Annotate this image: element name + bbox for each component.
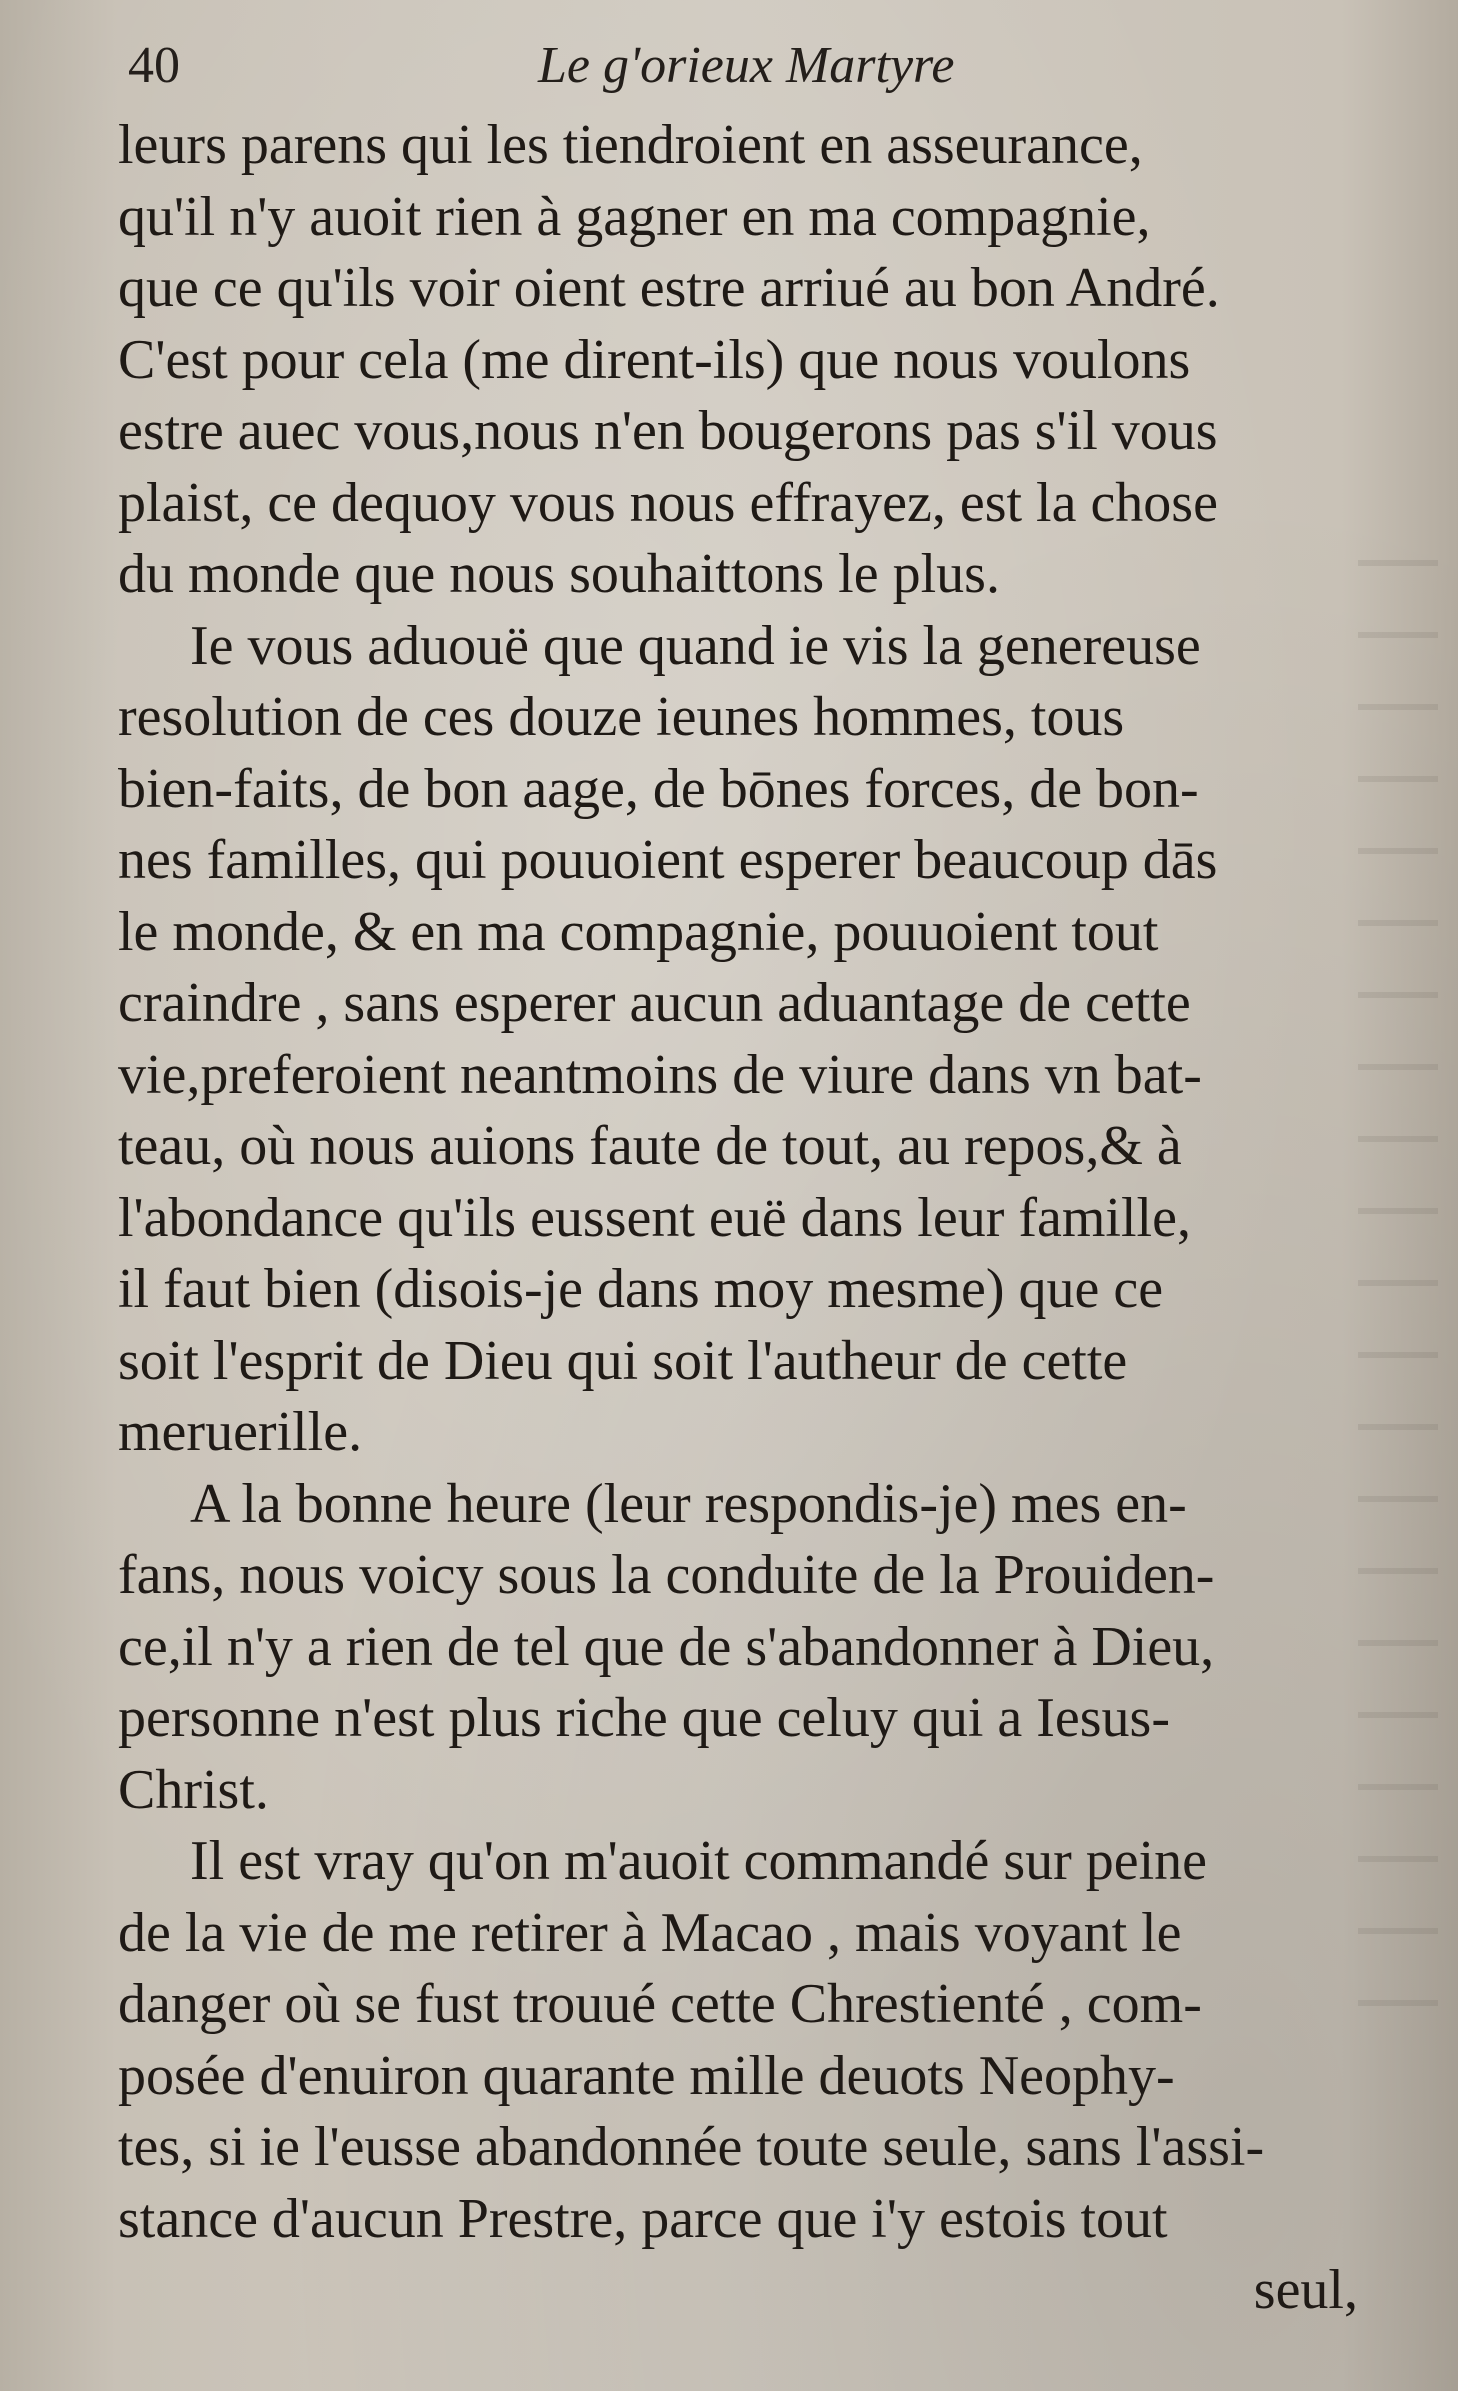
text-line: plaist, ce dequoy vous nous effrayez, est la chose <box>118 471 1218 534</box>
text-line: ce,il n'y a rien de tel que de s'abandonner à Dieu, <box>118 1615 1215 1678</box>
text-line: Christ. <box>118 1758 269 1821</box>
text-line: estre auec vous,nous n'en bougerons pas s'il vous <box>118 400 1218 462</box>
text-line: le monde, & en ma compagnie, pouuoient tout <box>118 900 1159 963</box>
text-line: personne n'est plus riche que celuy qui a Iesus- <box>118 1687 1170 1749</box>
text-line: l'abondance qu'ils eussent euë dans leur famille, <box>118 1186 1191 1249</box>
text-line: que ce qu'ils voir oient estre arriué au bon André. <box>118 257 1220 319</box>
text-line: tes, si ie l'eusse abandonnée toute seule, sans l'assi- <box>118 2116 1265 2178</box>
text-line: leurs parens qui les tiendroient en asseurance, <box>118 114 1143 176</box>
text-line: danger où se fust trouué cette Chrestienté , com- <box>118 1973 1202 2035</box>
text-line: nes familles, qui pouuoient esperer beaucoup dās <box>118 829 1218 891</box>
text-line: vie,preferoient neantmoins de viure dans vn bat- <box>118 1043 1202 1106</box>
text-line: qu'il n'y auoit rien à gagner en ma compagnie, <box>118 185 1151 248</box>
text-line: posée d'enuiron quarante mille deuots Neophy- <box>118 2044 1175 2107</box>
text-line: C'est pour cela (me dirent-ils) que nous voulons <box>118 328 1191 391</box>
paragraph-start-line: Il est vray qu'on m'auoit commandé sur peine <box>190 1830 1208 1892</box>
text-line: soit l'esprit de Dieu qui soit l'autheur de cette <box>118 1329 1128 1392</box>
paragraph-start-line: A la bonne heure (leur respondis-je) mes en- <box>190 1472 1187 1535</box>
text-line: craindre , sans esperer aucun aduantage de cette <box>118 972 1191 1034</box>
text-line: fans, nous voicy sous la conduite de la Prouiden- <box>118 1544 1215 1606</box>
text-line: de la vie de me retirer à Macao , mais voyant le <box>118 1901 1182 1964</box>
text-line: resolution de ces douze ieunes hommes, tous <box>118 686 1125 748</box>
running-title: Le g'orieux Martyre <box>538 37 955 94</box>
text-line: stance d'aucun Prestre, parce que i'y estois tout <box>118 2187 1168 2250</box>
text-line: meruerille. <box>118 1401 363 1463</box>
text-line: il faut bien (disois-je dans moy mesme) que ce <box>118 1258 1164 1320</box>
text-line: du monde que nous souhaittons le plus. <box>118 543 1000 605</box>
text-line: bien-faits, de bon aage, de bōnes forces, de bon- <box>118 757 1199 820</box>
page-body <box>118 110 1408 2327</box>
catchword: seul, <box>1253 2259 1358 2321</box>
page-number: 40 <box>128 37 180 94</box>
page-header <box>118 36 1358 106</box>
paragraph-start-line: Ie vous aduouë que quand ie vis la genereuse <box>190 614 1201 677</box>
text-line: teau, où nous auions faute de tout, au repos,& à <box>118 1115 1182 1177</box>
